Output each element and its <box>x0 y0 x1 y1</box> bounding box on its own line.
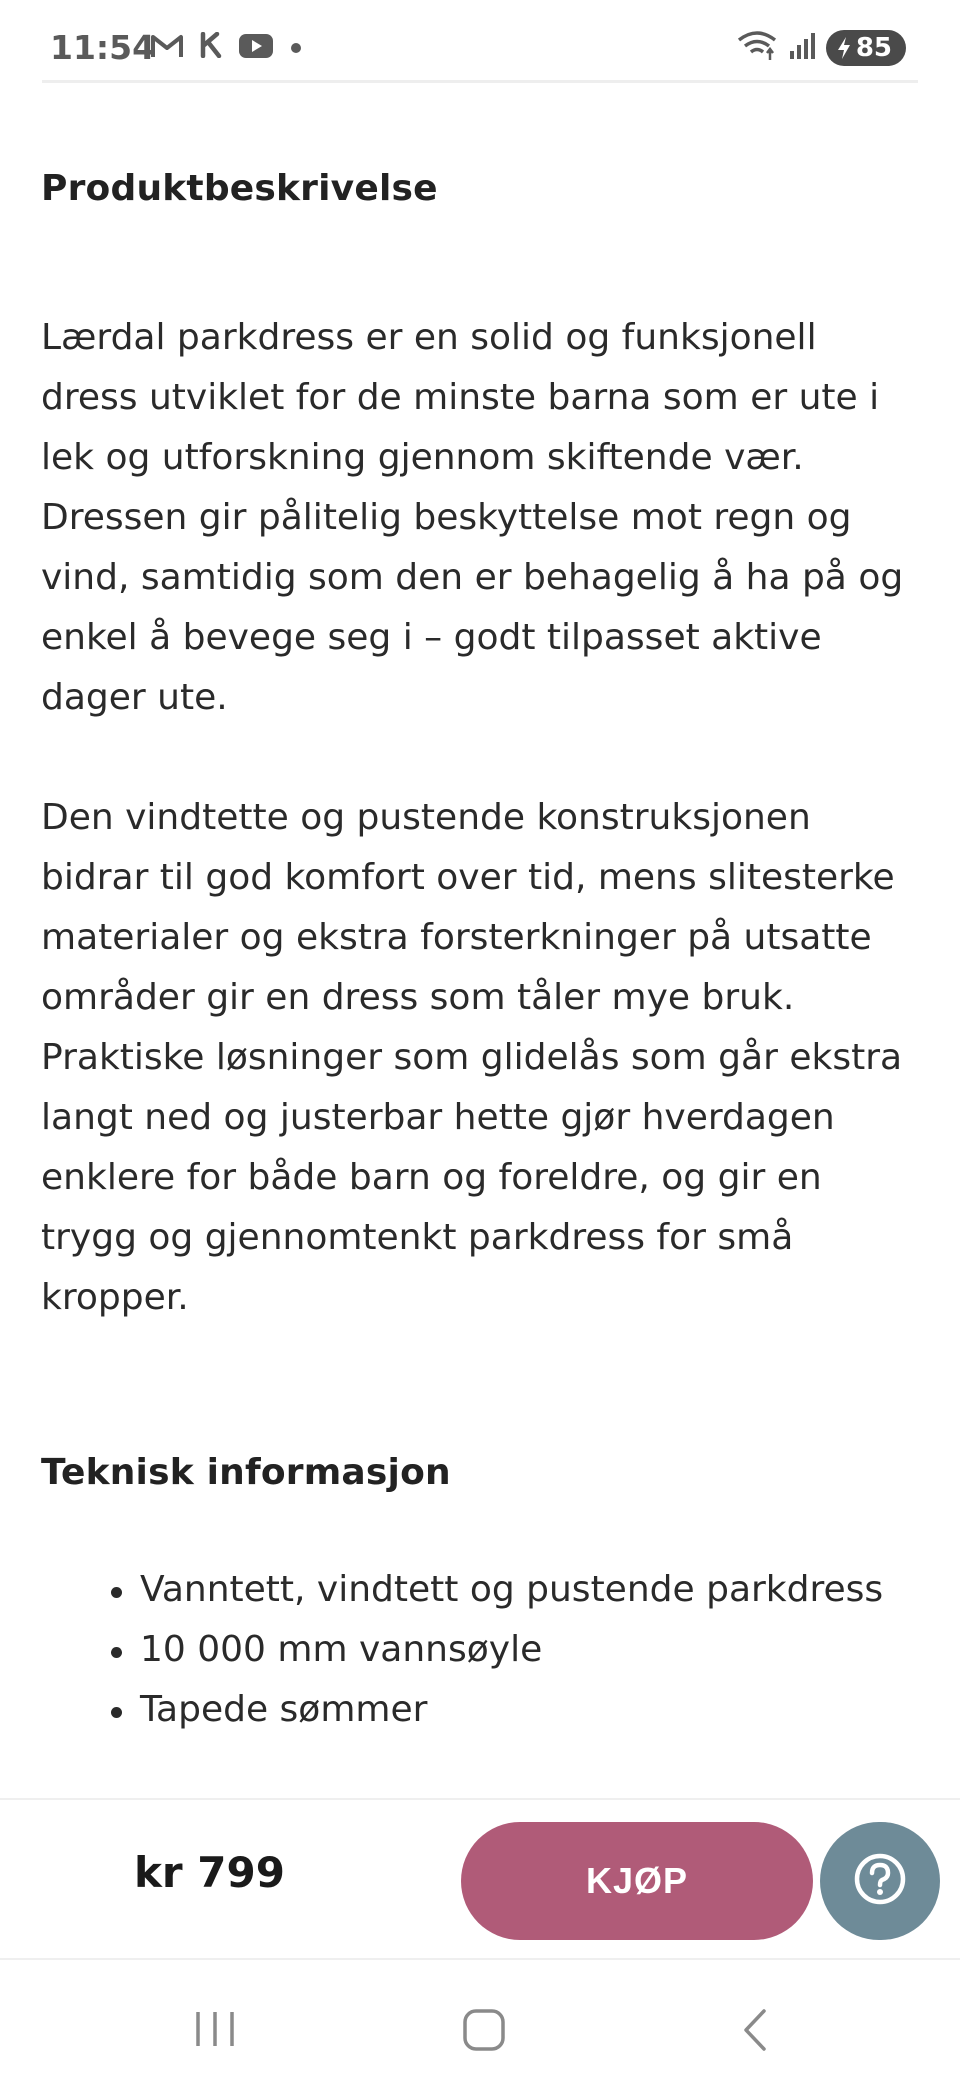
buy-button[interactable]: KJØP <box>461 1822 813 1940</box>
purchase-bar <box>0 1798 960 1960</box>
dot-icon <box>290 39 302 58</box>
battery-icon <box>826 30 906 66</box>
description-paragraph-1: Lærdal parkdress er en solid og funksjonell dress utviklet for de minste barna som er ute i lek og utforskning gjennom skiftende vær. Dressen gir pålitelig beskyttelse mot regn og vind, samtidig som den er behagelig å ha på og enkel å bevege seg i – godt tilpasset aktive dager ute. <box>41 317 904 718</box>
wifi-icon <box>736 30 778 66</box>
question-mark-icon <box>853 1852 907 1910</box>
help-button[interactable] <box>820 1822 940 1940</box>
signal-icon <box>788 31 816 65</box>
system-nav-bar <box>0 1962 960 2080</box>
technical-heading: Teknisk informasjon <box>41 1452 451 1493</box>
system-icons <box>736 30 906 66</box>
k-icon <box>200 32 222 64</box>
description-paragraph-2: Den vindtette og pustende konstruksjonen bidrar til god komfort over tid, mens slitesterke materialer og ekstra forsterkninger på utsatte områder gir en dress som tåler mye bruk. Praktiske løsninger som glidelås som går ekstra langt ned og justerbar hette gjør hverdagen enklere for både barn og foreldre, og gir en trygg og gjennomtenkt parkdress for små kropper. <box>41 797 903 1318</box>
status-time: 11:54 <box>50 28 156 67</box>
list-item: Vanntett, vindtett og pustende parkdress <box>41 1560 921 1620</box>
list-item: 10 000 mm vannsøyle <box>41 1620 921 1680</box>
description-heading: Produktbeskrivelse <box>41 168 438 209</box>
gmail-icon <box>150 33 184 63</box>
status-bar <box>0 0 960 82</box>
recents-icon[interactable] <box>194 2010 236 2052</box>
list-item: Tapede sømmer <box>41 1680 921 1740</box>
notification-icons <box>150 32 302 64</box>
price-label: kr 799 <box>134 1848 285 1897</box>
back-icon[interactable] <box>740 2008 770 2056</box>
youtube-icon <box>238 33 274 63</box>
home-icon[interactable] <box>462 2008 506 2056</box>
top-divider <box>42 80 918 83</box>
technical-list <box>41 1560 921 1740</box>
battery-level: 85 <box>855 33 892 63</box>
